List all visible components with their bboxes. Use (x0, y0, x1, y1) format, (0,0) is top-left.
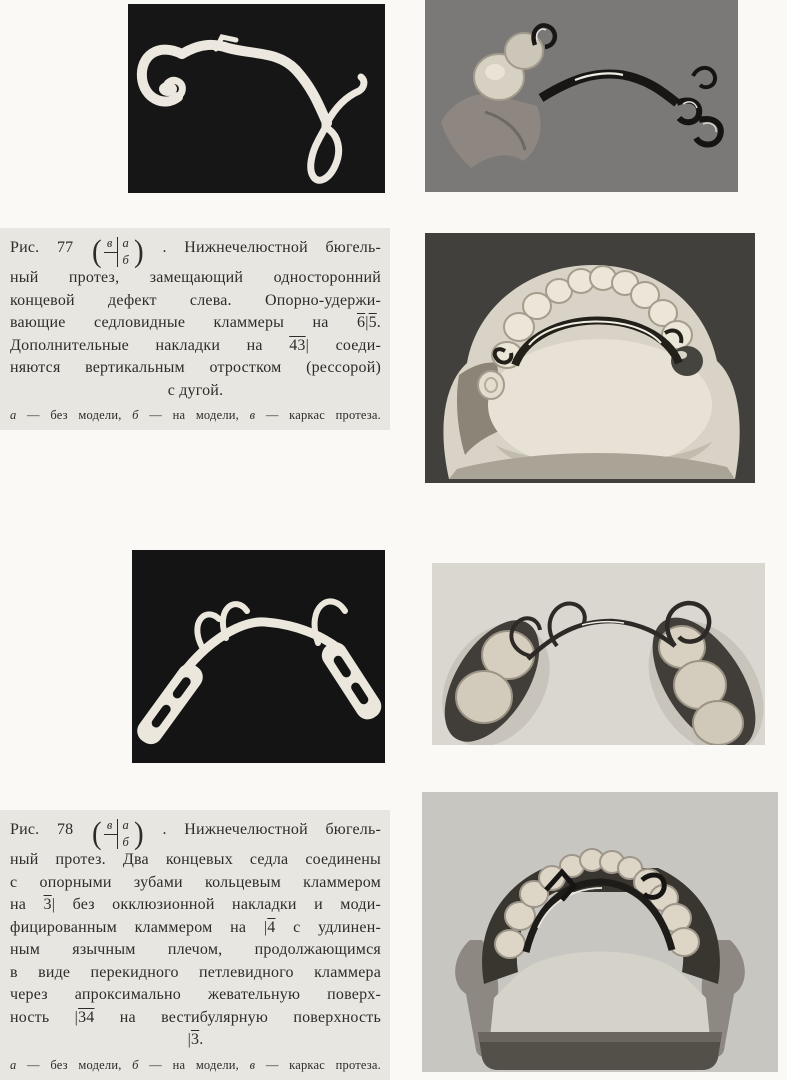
caption-text-segment: на вестибулярную поверхность (94, 1008, 381, 1026)
caption-text-segment: в (249, 408, 256, 422)
quadrant-bottom-right: б (122, 835, 129, 849)
caption-text-segment: с дугой. (167, 381, 224, 399)
caption-line (10, 1007, 381, 1030)
caption-text-segment: ность | (10, 1008, 79, 1026)
caption-text: . Нижнечелюстной бюгель- (162, 239, 382, 256)
caption-text-segment: а (10, 408, 17, 422)
tooth-number: 3 (191, 1031, 200, 1048)
figure-label: Рис. 78 (10, 821, 74, 838)
caption-text-segment: няются вертикальным отростком (рессорой) (10, 359, 381, 376)
caption-body (10, 849, 381, 1029)
caption-text-segment: ный протез. Два концевых седла соединены (10, 851, 381, 868)
caption-center-line (10, 1029, 381, 1052)
paren-close-icon: ) (134, 816, 144, 852)
quadrant-top-left: в (104, 237, 118, 252)
caption-text-segment: б (132, 1057, 139, 1072)
caption-line (10, 872, 381, 895)
caption-text-segment: через апроксимально жевательную поверх- (10, 986, 381, 1003)
quadrant-notation (92, 234, 144, 270)
framework-illustration (132, 550, 385, 763)
prosthesis-illustration (425, 0, 738, 192)
caption-text-segment: а (10, 1057, 17, 1072)
figure-label: Рис. 77 (10, 239, 74, 256)
caption-text-segment: . (376, 314, 381, 331)
caption-line (10, 984, 381, 1007)
caption-text-segment: — без модели, (16, 408, 133, 422)
paren-open-icon: ( (92, 234, 102, 270)
caption-text-segment: | соеди- (305, 336, 381, 354)
quadrant-grid (104, 237, 132, 267)
caption-line (10, 290, 381, 313)
framework-illustration (128, 4, 385, 193)
tooth-number: 34 (78, 1008, 95, 1026)
paren-open-icon: ( (92, 816, 102, 852)
quadrant-top-right: а (122, 818, 129, 832)
caption-text-segment: ный протез, замещающий односторонний (10, 269, 381, 286)
caption-text-segment: ным язычным плечом, продолжающимся (10, 941, 381, 958)
caption-line (10, 312, 381, 335)
quadrant-grid (104, 819, 132, 849)
caption-text-segment: | (365, 314, 369, 331)
tooth-number: 6 (356, 314, 366, 331)
quadrant-top-left: в (104, 819, 118, 834)
caption-text-segment: . (199, 1031, 204, 1048)
figure-78-caption (0, 810, 390, 1080)
caption-text-segment: — без модели, (16, 1057, 133, 1072)
caption-line (10, 335, 381, 358)
quadrant-bottom-left (104, 834, 118, 849)
prosthesis-illustration (432, 563, 765, 745)
caption-line (10, 267, 381, 290)
tooth-number: 5 (368, 314, 377, 331)
caption-text-segment: концевой дефект слева. Опорно-удержи- (10, 291, 381, 309)
caption-text-segment: — каркас протеза. (255, 1057, 382, 1072)
fig77-framework-photo (128, 4, 385, 193)
fig78-on-model-photo (422, 792, 778, 1072)
model-illustration (425, 233, 755, 483)
caption-first-line (10, 234, 382, 270)
caption-text-segment: | (187, 1031, 191, 1048)
caption-line (10, 849, 381, 872)
caption-text: . Нижнечелюстной бюгель- (162, 821, 382, 838)
caption-text-segment: на (10, 896, 44, 913)
paren-close-icon: ) (134, 234, 144, 270)
caption-text-segment: б (132, 408, 139, 422)
caption-first-line (10, 816, 382, 852)
caption-footnote (10, 1057, 381, 1073)
tooth-number: 4 (267, 918, 276, 936)
fig78-prosthesis-photo (432, 563, 765, 745)
tooth-number: 3 (43, 896, 52, 913)
quadrant-notation (92, 816, 144, 852)
caption-center-line (10, 380, 381, 403)
quadrant-bottom-right: б (122, 253, 129, 267)
caption-line (10, 962, 381, 985)
caption-text-segment: в (249, 1057, 256, 1072)
caption-line (10, 357, 381, 380)
caption-text-segment: с опорными зубами кольцевым кламмером (10, 873, 381, 891)
caption-text-segment: фицированным кламмером на | (10, 918, 268, 936)
quadrant-top-right: а (122, 236, 129, 250)
caption-text-segment: | без окклюзионной накладки и моди- (51, 896, 382, 913)
caption-body (10, 267, 381, 380)
caption-text-segment: — на модели, (138, 408, 250, 422)
fig77-prosthesis-photo (425, 0, 738, 192)
front-wall (478, 1032, 722, 1070)
caption-text-segment: — на модели, (138, 1057, 250, 1072)
quadrant-bottom-left (104, 252, 118, 267)
caption-text-segment: вающие седловидные кламмеры на (10, 314, 357, 331)
model-illustration (422, 792, 778, 1072)
figure-77-caption (0, 228, 390, 430)
caption-line (10, 894, 381, 917)
caption-text-segment: Дополнительные накладки на (10, 336, 290, 354)
framework-blob (159, 82, 177, 96)
caption-line (10, 917, 381, 940)
caption-text-segment: в виде перекидного петлевидного кламмера (10, 963, 381, 981)
caption-footnote (10, 407, 381, 423)
caption-line (10, 939, 381, 962)
caption-text-segment: с удлинен- (275, 918, 381, 936)
fig78-framework-photo (132, 550, 385, 763)
tooth-number: 43 (289, 336, 306, 354)
fig77-on-model-photo (425, 233, 755, 483)
caption-text-segment: — каркас протеза. (255, 408, 382, 422)
